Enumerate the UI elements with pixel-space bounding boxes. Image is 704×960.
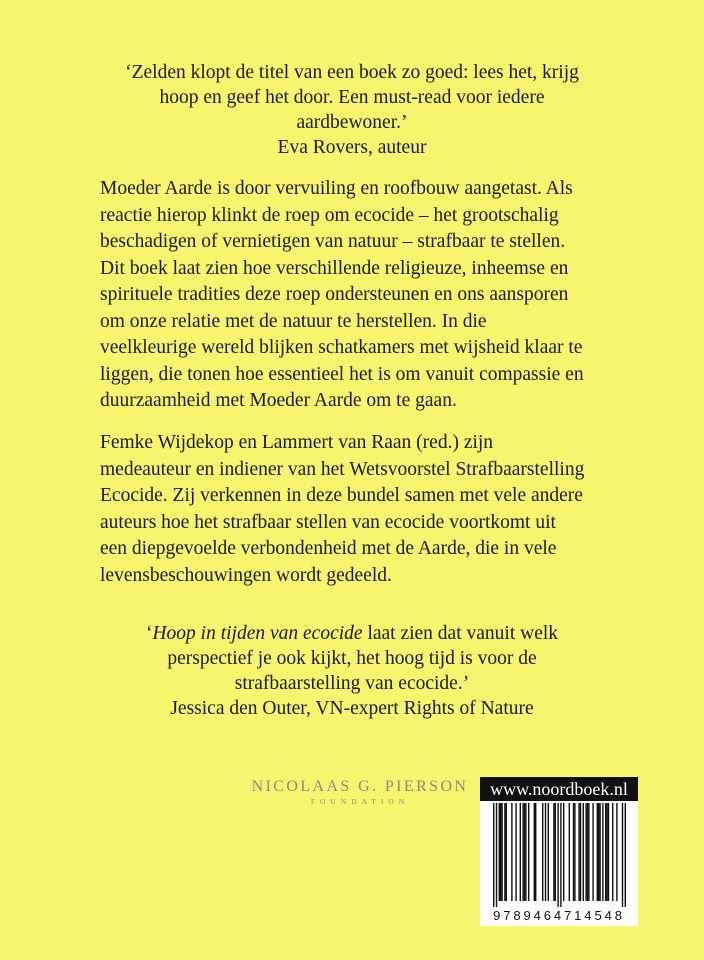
barcode-bar xyxy=(608,803,609,901)
publisher-url: www.noordboek.nl xyxy=(480,777,638,801)
quote-line: strafbaarstelling van ecocide.’ xyxy=(234,673,470,694)
paragraph-line: liggen, die tonen hoe essentieel het is om vanuit compassie en xyxy=(100,363,584,385)
paragraph-line: reactie hierop klinkt de roep om ecocide – het grootschalig xyxy=(100,204,559,226)
barcode-bar xyxy=(500,803,501,901)
barcode-bar xyxy=(574,803,575,901)
quote-line: ‘Zelden klopt de titel van een boek zo goed: lees het, krijg xyxy=(125,62,579,83)
paragraph-line: veelkleurige wereld blijken schatkamers met wijsheid klaar te xyxy=(100,337,583,358)
barcode-bar xyxy=(588,803,589,901)
barcode-bar xyxy=(560,803,561,907)
quote-open-mark: ‘ xyxy=(145,623,153,644)
barcode-bar xyxy=(580,803,581,901)
barcode-bar xyxy=(496,803,497,907)
barcode-bar xyxy=(542,803,543,901)
barcode-bar xyxy=(612,803,613,901)
quote-line: perspectief je ook kijkt, het hoog tijd is voor de xyxy=(167,648,537,669)
barcode-bar xyxy=(587,803,588,901)
barcode-bar xyxy=(599,803,600,901)
blurb-paragraph-1 xyxy=(100,176,622,415)
barcode-bar xyxy=(504,803,505,901)
paragraph-line: beschadigen of vernietigen van natuur – strafbaar te stellen. xyxy=(100,231,566,252)
paragraph-line: auteurs hoe het strafbaar stellen van ecocide voortkomt uit xyxy=(100,511,556,533)
barcode-bar xyxy=(535,803,536,901)
paragraph-line: Femke Wijdekop en Lammert van Raan (red.) zijn xyxy=(100,432,494,453)
paragraph-line: spirituele tradities deze roep ondersteunen en ons aansporen xyxy=(100,284,569,305)
paragraph-line: medeauteur en indiener van het Wetsvoorstel Strafbaarstelling xyxy=(100,458,585,480)
publisher-subtitle: FOUNDATION xyxy=(310,797,410,806)
barcode-bar xyxy=(506,803,507,901)
barcode-bar xyxy=(583,803,584,901)
endorsement-quote-top xyxy=(60,60,644,160)
quote-attribution: Jessica den Outer, VN-expert Rights of Nature xyxy=(170,698,534,719)
quote-line-rest: laat zien dat vanuit welk xyxy=(362,623,559,644)
barcode-bar xyxy=(553,803,554,901)
barcode-bar xyxy=(557,803,558,907)
paragraph-line: Ecocide. Zij verkennen in deze bundel samen met vele andere xyxy=(100,485,583,506)
barcode-bar xyxy=(522,803,523,901)
quote-attribution: Eva Rovers, auteur xyxy=(277,137,427,158)
barcode-bar xyxy=(563,803,564,901)
barcode-bar xyxy=(616,803,617,901)
barcode-bar xyxy=(606,803,607,901)
publisher-logo xyxy=(250,778,470,806)
barcode-bar xyxy=(605,803,606,901)
blurb-paragraph-2 xyxy=(100,430,622,589)
barcode-bar xyxy=(569,803,570,901)
barcode-bar xyxy=(622,803,623,907)
barcode-bar xyxy=(515,803,516,901)
barcode-bar xyxy=(602,803,603,901)
barcode-bar xyxy=(545,803,546,901)
quote-line: aardbewoner.’ xyxy=(296,112,408,133)
barcode-bar xyxy=(585,803,586,901)
barcode-bar xyxy=(524,803,525,901)
barcode-bar xyxy=(528,803,529,901)
barcode-bar xyxy=(548,803,549,901)
isbn-number: 9789464714548 xyxy=(493,908,625,923)
barcode-bar xyxy=(499,803,500,901)
isbn-barcode xyxy=(480,801,638,907)
book-title-italic: Hoop in tijden van ecocide xyxy=(152,623,363,644)
paragraph-line: levensbeschouwingen wordt gedeeld. xyxy=(100,564,392,586)
barcode-bar xyxy=(520,803,521,901)
paragraph-line: een diepgevoelde verbondenheid met de Aarde, die in vele xyxy=(100,538,557,559)
barcode-bar xyxy=(592,803,593,901)
barcode-bar xyxy=(501,803,502,901)
barcode-bar xyxy=(573,803,574,901)
barcode-bar xyxy=(525,803,526,901)
publisher-name: NICOLAAS G. PIERSON xyxy=(251,778,469,795)
barcode-bar xyxy=(534,803,535,901)
paragraph-line: Dit boek laat zien hoe verschillende religieuze, inheemse en xyxy=(100,257,569,279)
quote-line: hoop en geef het door. Een must-read voor iedere xyxy=(159,87,545,108)
barcode-bar xyxy=(493,803,494,907)
quote-line xyxy=(60,621,644,646)
barcode-bar xyxy=(598,803,599,901)
paragraph-line: duurzaamheid met Moeder Aarde om te gaan. xyxy=(100,390,457,411)
barcode-block xyxy=(480,777,638,926)
barcode-bar xyxy=(511,803,512,901)
endorsement-quote-bottom xyxy=(60,621,644,721)
barcode-bar xyxy=(625,803,626,907)
paragraph-line: om onze relatie met de natuur te herstellen. In die xyxy=(100,310,487,332)
paragraph-line: Moeder Aarde is door vervuiling en roofbouw aangetast. Als xyxy=(100,178,573,199)
barcode-bar xyxy=(578,803,579,901)
barcode-bar xyxy=(597,803,598,901)
barcode-bar xyxy=(555,803,556,901)
